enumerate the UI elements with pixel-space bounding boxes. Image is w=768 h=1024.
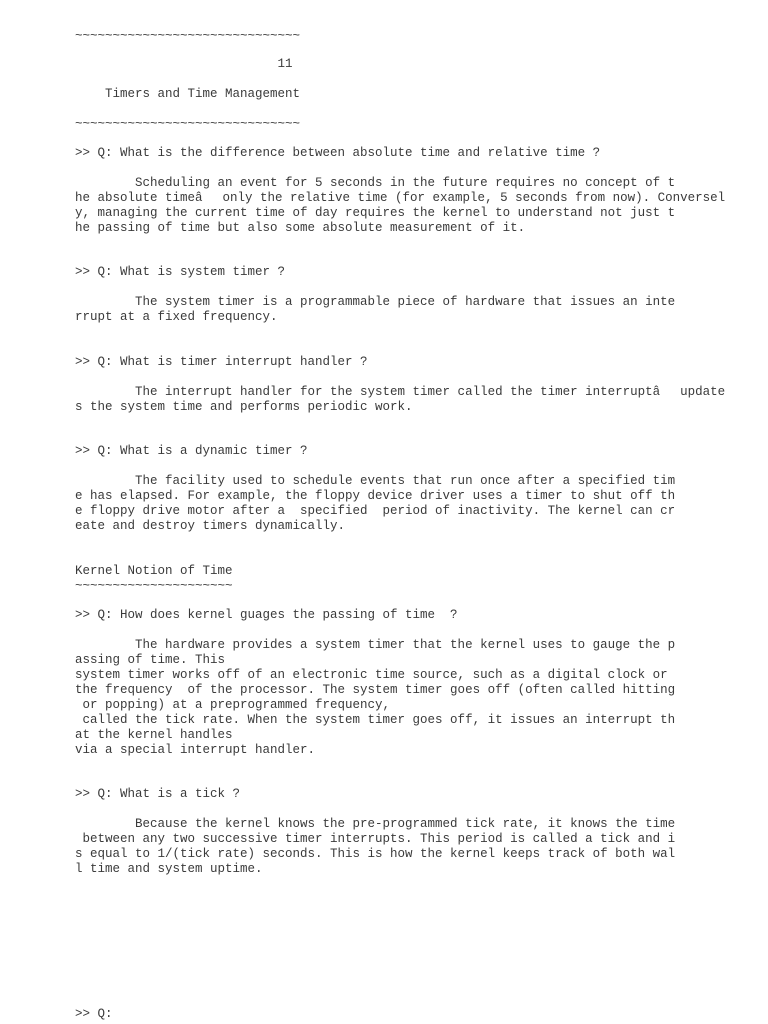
question-tick: >> Q: What is a tick ? [75,787,241,801]
answer-line: eate and destroy timers dynamically. [75,519,346,533]
answer-line: The system timer is a programmable piece of hardware that issues an inte [75,295,676,309]
answer-line: s the system time and performs periodic work. [75,400,413,414]
question-timer-interrupt-handler: >> Q: What is timer interrupt handler ? [75,355,368,369]
answer-line: he absolute timeâonly the relative time (for example, 5 seconds from now). Conversel [75,191,726,205]
answer-line: via a special interrupt handler. [75,743,316,757]
answer-line: rrupt at a fixed frequency. [75,310,278,324]
answer-line: called the tick rate. When the system timer goes off, it issues an interrupt th [75,713,676,727]
question-absolute-relative-time: >> Q: What is the difference between absolute time and relative time ? [75,146,601,160]
answer-line: at the kernel handles [75,728,233,742]
answer-line: e has elapsed. For example, the floppy device driver uses a timer to shut off th [75,489,676,503]
answer-line: or popping) at a preprogrammed frequency, [75,698,391,712]
section-rule: ~~~~~~~~~~~~~~~~~~~~~ [75,579,233,593]
answer-line: the frequency of the processor. The system timer goes off (often called hitting [75,683,676,697]
answer-line: l time and system uptime. [75,862,263,876]
answer-line: The facility used to schedule events that run once after a specified tim [75,474,676,488]
answer-line: assing of time. This [75,653,226,667]
question-system-timer: >> Q: What is system timer ? [75,265,286,279]
chapter-number: 11 [75,57,293,71]
answer-line: The interrupt handler for the system timer called the timer interruptâupdate [75,385,726,399]
answer-line: Because the kernel knows the pre-programmed tick rate, it knows the time [75,817,676,831]
answer-line: between any two successive timer interrupts. This period is called a tick and i [75,832,676,846]
answer-line: e floppy drive motor after a specified period of inactivity. The kernel can cr [75,504,676,518]
question-trailing: >> Q: [75,1007,113,1021]
answer-line: s equal to 1/(tick rate) seconds. This is how the kernel keeps track of both wal [75,847,676,861]
answer-line: he passing of time but also some absolute measurement of it. [75,221,526,235]
question-dynamic-timer: >> Q: What is a dynamic timer ? [75,444,308,458]
answer-line: system timer works off of an electronic time source, such as a digital clock or [75,668,668,682]
chapter-title: Timers and Time Management [75,87,301,101]
answer-line: Scheduling an event for 5 seconds in the future requires no concept of t [75,176,676,190]
question-kernel-gauges-time: >> Q: How does kernel guages the passing of time ? [75,608,458,622]
header-rule-bottom: ~~~~~~~~~~~~~~~~~~~~~~~~~~~~~~ [75,117,301,131]
answer-line: The hardware provides a system timer that the kernel uses to gauge the p [75,638,676,652]
answer-line: y, managing the current time of day requires the kernel to understand not just t [75,206,676,220]
section-title: Kernel Notion of Time [75,564,233,578]
header-rule-top: ~~~~~~~~~~~~~~~~~~~~~~~~~~~~~~ [75,29,301,43]
